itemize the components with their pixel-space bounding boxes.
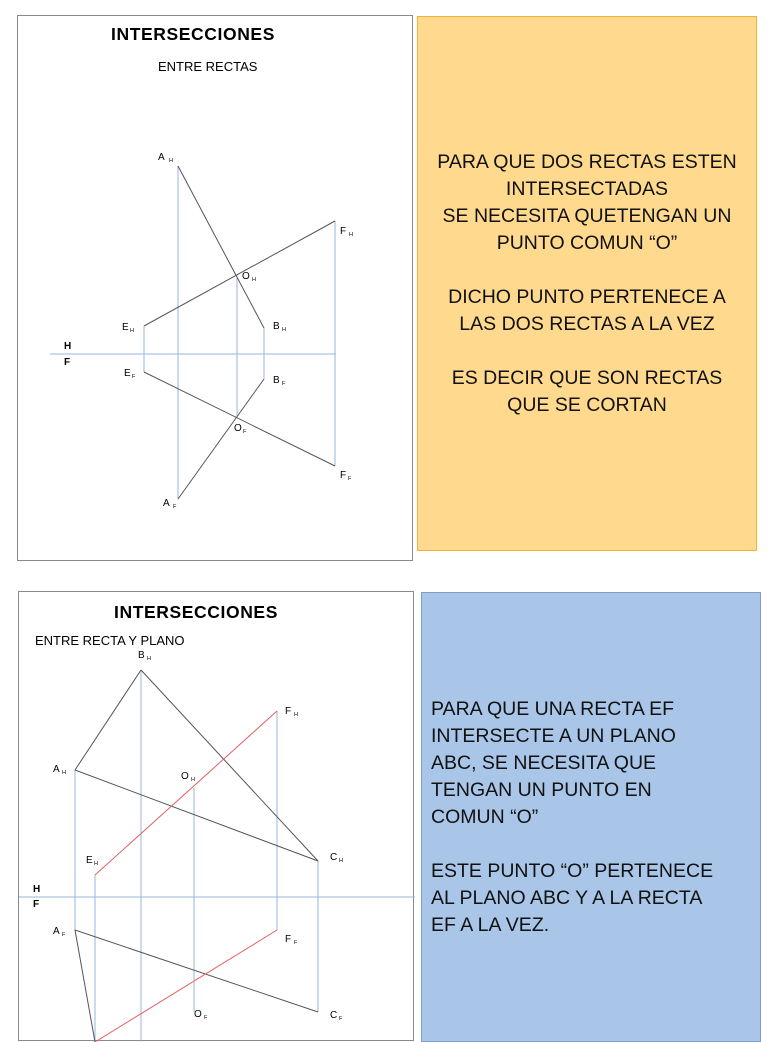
svg-text:C: C	[330, 1010, 338, 1021]
svg-text:B: B	[273, 321, 280, 332]
plane-diagram-svg	[19, 592, 415, 1042]
svg-text:F: F	[204, 1015, 208, 1021]
svg-text:H: H	[130, 328, 134, 334]
svg-text:A: A	[158, 152, 165, 163]
svg-text:O: O	[242, 271, 250, 282]
svg-text:O: O	[194, 1009, 202, 1020]
object-lines	[75, 670, 318, 1042]
construction-lines	[50, 166, 336, 499]
hf-label-h: H	[33, 884, 41, 895]
diagram-panel-lines	[17, 15, 413, 561]
line-ef-top	[95, 711, 277, 875]
svg-text:F: F	[282, 381, 286, 387]
edge-a-front	[75, 930, 95, 1042]
svg-text:E: E	[122, 322, 129, 333]
diagram-subtitle: ENTRE RECTA Y PLANO	[35, 633, 185, 648]
svg-text:B: B	[138, 650, 145, 661]
svg-text:F: F	[340, 470, 347, 481]
svg-text:H: H	[147, 656, 151, 662]
point-label-af	[53, 926, 66, 938]
explanation-paragraph-1: PARA QUE UNA RECTA EF INTERSECTE A UN PLANO ABC, SE NECESITA QUE TENGAN UN PUNTO EN COMUN “O”	[431, 697, 676, 828]
diagram-panel-plane	[18, 591, 414, 1041]
point-label-fh	[340, 226, 353, 238]
line-ef	[95, 711, 277, 1042]
edge-bc-top	[141, 670, 318, 861]
point-label-oh	[181, 771, 195, 783]
svg-text:E: E	[86, 855, 93, 866]
point-label-cf	[330, 1010, 343, 1022]
object-lines	[144, 166, 335, 499]
svg-text:F: F	[285, 706, 292, 717]
point-label-ah	[53, 764, 66, 776]
hf-label-f: F	[33, 899, 40, 910]
svg-text:F: F	[294, 940, 298, 946]
line-ef-front	[144, 372, 335, 466]
line-ab-front	[178, 379, 264, 499]
svg-text:O: O	[234, 423, 242, 434]
point-label-of	[234, 423, 247, 435]
point-label-ef	[124, 368, 136, 380]
point-label-eh	[86, 855, 98, 867]
svg-text:F: F	[348, 476, 352, 482]
point-label-ch	[330, 852, 343, 864]
svg-text:F: F	[285, 934, 292, 945]
svg-text:O: O	[181, 771, 189, 782]
explanation-text	[431, 696, 713, 939]
line-ef-front	[95, 930, 277, 1042]
lines-diagram-svg	[18, 16, 414, 562]
line-ef-top	[144, 221, 335, 326]
point-label-bh	[273, 321, 286, 333]
point-label-bh	[138, 650, 151, 662]
point-label-fh	[285, 706, 298, 718]
svg-text:H: H	[252, 277, 256, 283]
svg-text:H: H	[282, 327, 286, 333]
svg-text:B: B	[273, 375, 280, 386]
svg-text:H: H	[191, 777, 195, 783]
explanation-box-lines	[417, 16, 757, 551]
svg-text:F: F	[339, 1016, 343, 1022]
point-label-of	[194, 1009, 208, 1021]
svg-text:H: H	[62, 770, 66, 776]
explanation-paragraph-3: ES DECIR QUE SON RECTAS QUE SE CORTAN	[451, 366, 723, 416]
point-label-oh	[242, 271, 256, 283]
explanation-paragraph-2: DICHO PUNTO PERTENECE A LAS DOS RECTAS A LA VEZ	[448, 285, 726, 335]
diagram-title: INTERSECCIONES	[111, 24, 275, 44]
svg-text:F: F	[132, 374, 136, 380]
hf-label-f: F	[64, 357, 71, 368]
svg-text:A: A	[53, 926, 60, 937]
explanation-box-plane	[421, 592, 761, 1042]
svg-text:A: A	[53, 764, 60, 775]
hf-label-h: H	[64, 341, 72, 352]
svg-text:H: H	[349, 232, 353, 238]
point-label-af	[163, 498, 177, 510]
svg-text:A: A	[163, 498, 170, 509]
svg-text:F: F	[243, 429, 247, 435]
point-label-ff	[340, 470, 352, 482]
point-label-bf	[273, 375, 286, 387]
construction-lines	[19, 670, 415, 1042]
svg-text:H: H	[169, 158, 173, 164]
svg-text:E: E	[124, 368, 131, 379]
svg-text:H: H	[94, 861, 98, 867]
svg-text:H: H	[294, 712, 298, 718]
diagram-subtitle: ENTRE RECTAS	[158, 59, 258, 74]
edge-ac-front	[75, 930, 318, 1012]
point-label-ff	[285, 934, 298, 946]
edge-ab-top	[75, 670, 141, 770]
explanation-text	[437, 149, 736, 419]
line-ab-top	[178, 166, 264, 328]
point-label-eh	[122, 322, 134, 334]
svg-text:H: H	[339, 858, 343, 864]
svg-text:F: F	[62, 932, 66, 938]
explanation-paragraph-1: PARA QUE DOS RECTAS ESTEN INTERSECTADAS SE NECESITA QUETENGAN UN PUNTO COMUN “O”	[437, 150, 737, 254]
point-label-ah	[158, 152, 173, 164]
diagram-title: INTERSECCIONES	[114, 602, 278, 622]
explanation-paragraph-2: ESTE PUNTO “O” PERTENECE AL PLANO ABC Y A LA RECTA EF A LA VEZ.	[431, 859, 714, 936]
svg-text:F: F	[173, 504, 177, 510]
svg-text:C: C	[330, 852, 338, 863]
svg-text:F: F	[340, 226, 347, 237]
